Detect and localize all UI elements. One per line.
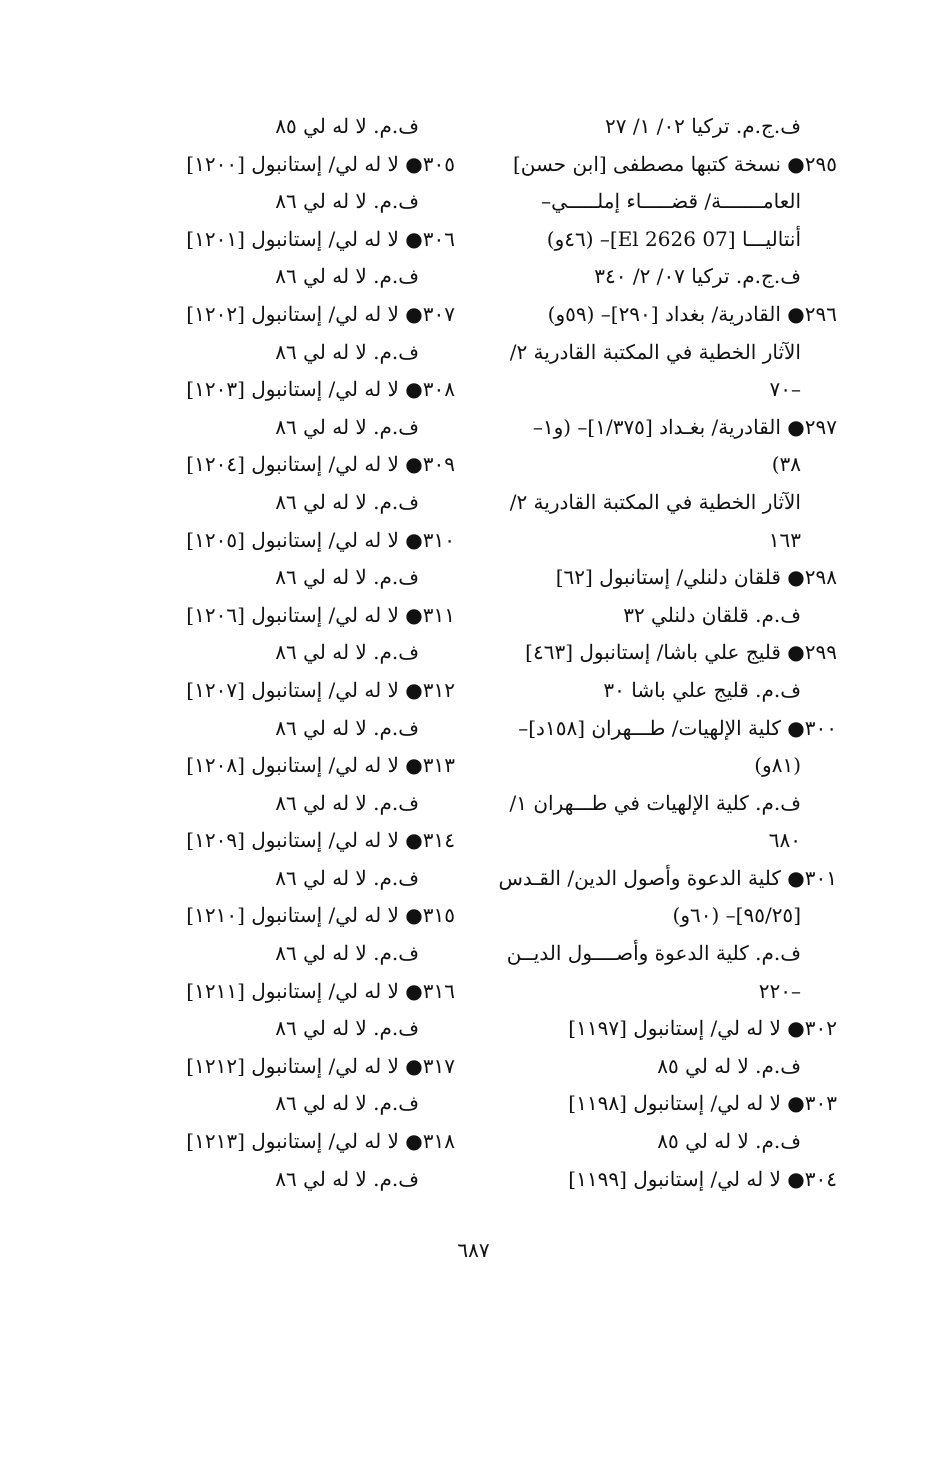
catalog-reference: ف.م. قلقان دلنلي ٣٢ (623, 602, 801, 627)
catalog-continuation: ١٦٣ (768, 527, 801, 552)
catalog-entry: ٣١١● لا له لي/ إستانبول [١٢٠٦] (186, 602, 455, 627)
catalog-reference: ف.م. لا له لي ٨٥ (275, 114, 419, 138)
catalog-reference: ف.م. لا له لي ٨٦ (275, 941, 419, 966)
catalog-continuation: العامـــــــة/ قضـــــاء إملـــــي– (541, 189, 801, 214)
catalog-entry: ٣١٥● لا له لي/ إستانبول [١٢١٠] (186, 903, 455, 928)
catalog-reference: ف.م. لا له لي ٨٦ (275, 1166, 419, 1191)
catalog-reference: ف.ج.م. تركيا ٠٧/ ٢/ ٣٤٠ (594, 264, 801, 289)
catalog-entry: ٣١٤● لا له لي/ إستانبول [١٢٠٩] (186, 828, 455, 853)
catalog-entry: ٢٩٧● القادرية/ بغـداد [١/٣٧٥]– (و١– (532, 414, 837, 439)
catalog-reference: ف.م. لا له لي ٨٦ (275, 640, 419, 665)
catalog-reference: ف.م. قليج علي باشا ٣٠ (603, 677, 801, 702)
catalog-continuation: (٨١و) (754, 753, 801, 778)
left-column (155, 108, 455, 1198)
catalog-reference: ف.م. لا له لي ٨٦ (275, 264, 419, 289)
catalog-continuation: [٩٥/٢٥]– (٦٠و) (672, 903, 801, 928)
catalog-continuation: الآثار الخطية في المكتبة القادرية ٢/ (509, 339, 801, 364)
catalog-entry: ٢٩٦● القادرية/ بغداد [٢٩٠]– (٥٩و) (547, 301, 837, 326)
right-column (497, 108, 837, 1198)
catalog-entry: ٣١٢● لا له لي/ إستانبول [١٢٠٧] (186, 677, 455, 702)
catalog-reference: ف.م. لا له لي ٨٥ (657, 1053, 801, 1078)
catalog-entry: ٣٠٧● لا له لي/ إستانبول [١٢٠٢] (186, 301, 455, 326)
catalog-reference: ف.ج.م. تركيا ٠٢/ ١/ ٢٧ (604, 114, 801, 138)
catalog-reference: ف.م. لا له لي ٨٦ (275, 414, 419, 439)
catalog-entry: ٣٠٥● لا له لي/ إستانبول [١٢٠٠] (186, 151, 455, 176)
catalog-reference: ف.م. لا له لي ٨٦ (275, 189, 419, 214)
catalog-continuation: ٦٨٠ (768, 828, 801, 853)
catalog-entry: ٣١٦● لا له لي/ إستانبول [١٢١١] (186, 978, 455, 1003)
catalog-continuation: ف.م. كلية الدعوة وأصــــول الديــن (506, 941, 801, 966)
catalog-entry: ٣٠٦● لا له لي/ إستانبول [١٢٠١] (186, 226, 455, 251)
catalog-reference: ف.م. لا له لي ٨٦ (275, 790, 419, 815)
catalog-entry: ٣٠٩● لا له لي/ إستانبول [١٢٠٤] (186, 452, 455, 477)
catalog-reference: ف.م. لا له لي ٨٦ (275, 1091, 419, 1116)
catalog-entry: ٣٠٨● لا له لي/ إستانبول [١٢٠٣] (186, 377, 455, 402)
catalog-reference: ف.م. لا له لي ٨٦ (275, 339, 419, 364)
catalog-continuation: ٣٨) (771, 452, 801, 477)
catalog-entry: ٣٠٠● كلية الإلهيات/ طـــهران [١٥٨د]– (518, 715, 837, 740)
catalog-reference: ف.م. لا له لي ٨٦ (275, 489, 419, 514)
catalog-reference: ف.م. لا له لي ٨٦ (275, 565, 419, 590)
catalog-entry: ٣٠١● كلية الدعوة وأصول الدين/ القـدس (498, 865, 837, 890)
catalog-entry: ٣١٠● لا له لي/ إستانبول [١٢٠٥] (186, 527, 455, 552)
catalog-reference: ف.م. لا له لي ٨٦ (275, 1016, 419, 1041)
catalog-continuation: –٢٢٠ (758, 978, 801, 1003)
catalog-entry: ٣٠٣● لا له لي/ إستانبول [١١٩٨] (568, 1091, 837, 1116)
catalog-entry: ٣١٨● لا له لي/ إستانبول [١٢١٣] (186, 1129, 455, 1154)
catalog-reference: ف.م. لا له لي ٨٦ (275, 865, 419, 890)
catalog-entry: ٣١٧● لا له لي/ إستانبول [١٢١٢] (186, 1053, 455, 1078)
catalog-continuation: ف.م. كلية الإلهيات في طـــهران ١/ (509, 790, 801, 815)
catalog-entry: ٢٩٨● قلقان دلنلي/ إستانبول [٦٢] (555, 565, 837, 590)
page-number: ٦٨٧ (457, 1238, 490, 1262)
catalog-reference: ف.م. لا له لي ٨٥ (657, 1129, 801, 1154)
catalog-entry: ٣٠٤● لا له لي/ إستانبول [١١٩٩] (568, 1166, 837, 1191)
catalog-continuation: أنتاليـــا [07 El 2626]– (٤٦و) (546, 226, 801, 251)
catalog-continuation: الآثار الخطية في المكتبة القادرية ٢/ (509, 489, 801, 514)
catalog-entry: ٣٠٢● لا له لي/ إستانبول [١١٩٧] (568, 1016, 837, 1041)
catalog-entry: ٣١٣● لا له لي/ إستانبول [١٢٠٨] (186, 753, 455, 778)
catalog-continuation: –٧٠ (769, 377, 801, 402)
catalog-reference: ف.م. لا له لي ٨٦ (275, 715, 419, 740)
catalog-entry: ٢٩٩● قليج علي باشا/ إستانبول [٤٦٣] (525, 640, 837, 665)
catalog-entry: ٢٩٥● نسخة كتبها مصطفى [ابن حسن] (512, 151, 837, 176)
